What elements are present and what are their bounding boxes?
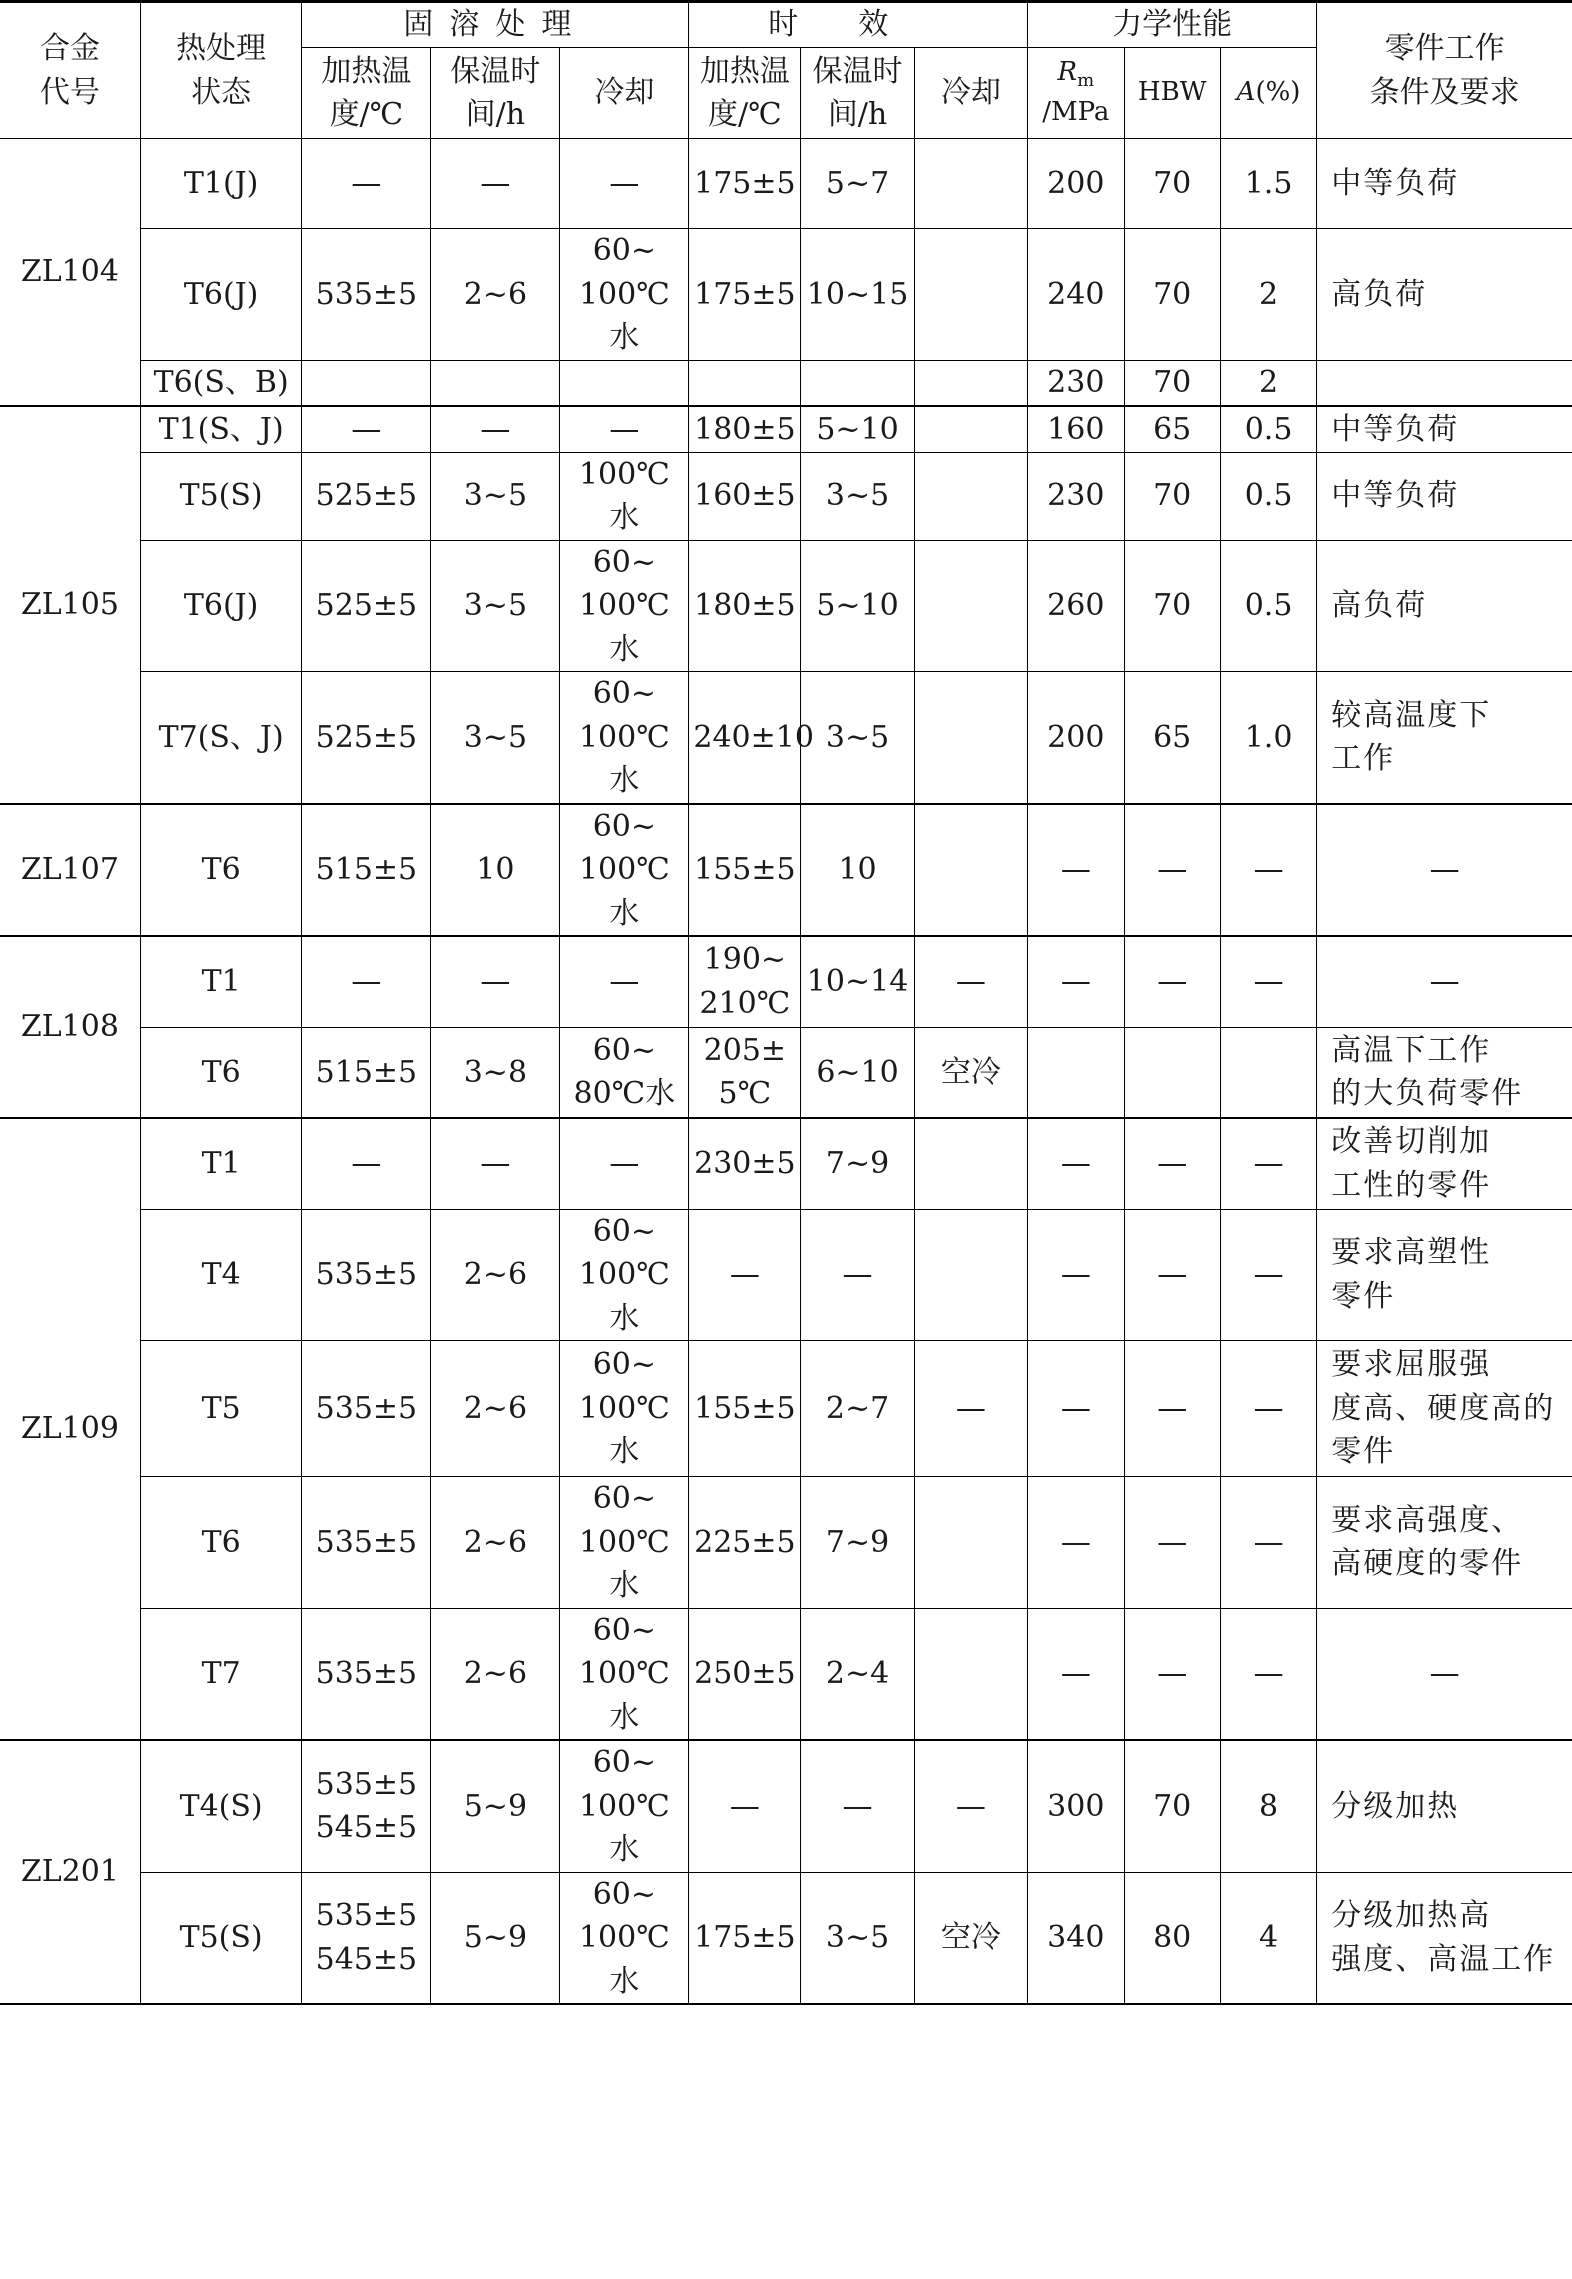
solution-cooling-cell-lines: 60~ 80℃水 — [573, 1032, 676, 1112]
hbw-cell: 70 — [1124, 452, 1220, 540]
solution-time-cell: 3~5 — [431, 540, 560, 672]
work-conditions-cell — [1317, 139, 1572, 229]
header-alloy-code — [0, 2, 140, 139]
solution-cooling-cell — [560, 540, 689, 672]
aging-temp-cell — [689, 804, 801, 937]
aging-cooling-cell — [914, 229, 1027, 361]
aging-time-cell — [801, 360, 914, 406]
work-conditions-cell-lines: 中等负荷 — [1331, 411, 1460, 447]
header-aging-time — [801, 48, 914, 139]
elongation-cell: 4 — [1220, 1872, 1316, 2004]
hbw-cell: 65 — [1124, 406, 1220, 452]
hbw-cell: 70 — [1124, 540, 1220, 672]
solution-temp-cell-lines: — — [351, 165, 382, 201]
state-cell: T7 — [140, 1608, 302, 1740]
hbw-cell: — — [1124, 804, 1220, 937]
solution-cooling-cell-lines: — — [609, 411, 640, 447]
solution-time-cell: — — [431, 1118, 560, 1209]
header-rm-unit: /MPa — [1042, 97, 1110, 128]
aging-temp-cell — [689, 1027, 801, 1118]
state-cell: T7(S、J) — [140, 672, 302, 804]
rm-cell: — — [1028, 1608, 1124, 1740]
aging-time-cell: — — [801, 1209, 914, 1341]
aging-temp-cell-lines: 160±5 — [694, 478, 796, 514]
aging-cooling-cell — [914, 804, 1027, 937]
work-conditions-cell — [1317, 1477, 1572, 1609]
header-solution-time-text: 保温时 间/h — [450, 53, 541, 132]
solution-temp-cell-lines: 515±5 — [315, 852, 418, 887]
aging-cooling-cell — [914, 452, 1027, 540]
rm-cell: 200 — [1028, 672, 1124, 804]
work-conditions-cell-lines: — — [1429, 1656, 1460, 1691]
work-conditions-cell-lines: 分级加热高 强度、高温工作 — [1331, 1898, 1556, 1977]
aging-temp-cell — [689, 1118, 801, 1209]
solution-cooling-cell — [560, 1872, 689, 2004]
table-row — [0, 1027, 1572, 1118]
work-conditions-cell — [1317, 360, 1572, 406]
solution-cooling-cell-lines: 60~ 100℃水 — [578, 1745, 670, 1867]
rm-cell: 240 — [1028, 229, 1124, 361]
solution-time-cell: 10 — [431, 804, 560, 937]
work-conditions-cell-lines: 高温下工作 的大负荷零件 — [1331, 1032, 1524, 1112]
aging-temp-cell — [689, 139, 801, 229]
solution-cooling-cell-lines: 100℃水 — [578, 456, 670, 535]
solution-cooling-cell — [560, 1608, 689, 1740]
table-row — [0, 1341, 1572, 1477]
solution-temp-cell-lines: 525±5 — [315, 719, 418, 755]
elongation-cell: — — [1220, 1118, 1316, 1209]
table-row — [0, 360, 1572, 406]
solution-temp-cell-lines: — — [351, 964, 382, 999]
rm-cell: 200 — [1028, 139, 1124, 229]
rm-cell: — — [1028, 804, 1124, 937]
elongation-cell: 2 — [1220, 229, 1316, 361]
solution-time-cell: 5~9 — [431, 1872, 560, 2004]
solution-cooling-cell-lines: 60~ 100℃水 — [578, 233, 670, 355]
aging-temp-cell-lines: — — [729, 1257, 760, 1292]
hbw-cell: 70 — [1124, 229, 1220, 361]
state-cell: T6(J) — [140, 229, 302, 361]
header-heat-state — [140, 2, 302, 139]
solution-cooling-cell-lines: 60~ 100℃水 — [578, 1876, 670, 1999]
rm-cell — [1028, 1027, 1124, 1118]
elongation-cell: — — [1220, 1608, 1316, 1740]
state-cell: T5 — [140, 1341, 302, 1477]
hbw-cell: — — [1124, 936, 1220, 1027]
aging-cooling-cell — [914, 360, 1027, 406]
hbw-cell: — — [1124, 1477, 1220, 1609]
hbw-cell: — — [1124, 1341, 1220, 1477]
aging-temp-cell-lines: 175±5 — [694, 1920, 796, 1955]
rm-cell: 160 — [1028, 406, 1124, 452]
work-conditions-cell — [1317, 1209, 1572, 1341]
solution-temp-cell — [302, 139, 431, 229]
aging-time-cell: 10 — [801, 804, 914, 937]
work-conditions-cell-lines: 要求屈服强 度高、硬度高的 零件 — [1331, 1347, 1556, 1470]
header-aging: 时效 — [689, 2, 1028, 48]
aging-temp-cell — [689, 1209, 801, 1341]
state-cell: T4(S) — [140, 1740, 302, 1872]
solution-temp-cell — [302, 452, 431, 540]
header-mechanical: 力学性能 — [1028, 2, 1317, 48]
aging-cooling-cell — [914, 1608, 1027, 1740]
solution-time-cell: 2~6 — [431, 1341, 560, 1477]
solution-cooling-cell-lines: — — [609, 964, 640, 999]
aging-cooling-cell — [914, 1118, 1027, 1209]
work-conditions-cell-lines: — — [1429, 852, 1460, 887]
aging-temp-cell-lines: 225±5 — [694, 1524, 796, 1560]
aging-temp-cell — [689, 1608, 801, 1740]
hbw-cell: — — [1124, 1118, 1220, 1209]
solution-cooling-cell-lines: 60~ 100℃水 — [578, 808, 670, 931]
solution-temp-cell-lines: — — [351, 411, 382, 447]
solution-cooling-cell — [560, 1209, 689, 1341]
rm-cell: — — [1028, 1477, 1124, 1609]
state-cell: T6(S、B) — [140, 360, 302, 406]
solution-temp-cell — [302, 1608, 431, 1740]
work-conditions-cell — [1317, 1740, 1572, 1872]
table-row — [0, 1872, 1572, 2004]
rm-cell: — — [1028, 1118, 1124, 1209]
solution-temp-cell-lines: 535±5 — [315, 1390, 418, 1426]
solution-cooling-cell — [560, 406, 689, 452]
aging-temp-cell — [689, 452, 801, 540]
elongation-cell: 2 — [1220, 360, 1316, 406]
aging-temp-cell — [689, 672, 814, 804]
rm-cell: 230 — [1028, 360, 1124, 406]
table-row — [0, 936, 1572, 1027]
solution-temp-cell — [302, 1209, 431, 1341]
solution-time-cell: 5~9 — [431, 1740, 560, 1872]
state-cell: T4 — [140, 1209, 302, 1341]
hbw-cell: 70 — [1124, 139, 1220, 229]
state-cell: T5(S) — [140, 1872, 302, 2004]
header-heat-state-text: 热处理 状态 — [176, 31, 267, 110]
solution-temp-cell-lines: 535±5 — [315, 276, 418, 312]
alloy-code-cell: ZL108 — [0, 936, 140, 1118]
elongation-cell: 0.5 — [1220, 406, 1316, 452]
aging-temp-cell — [689, 540, 801, 672]
elongation-cell: — — [1220, 1341, 1316, 1477]
solution-temp-cell-lines: 535±5 — [315, 1656, 418, 1691]
aging-temp-cell — [689, 1872, 801, 2004]
state-cell: T5(S) — [140, 452, 302, 540]
solution-temp-cell-lines: 525±5 — [315, 478, 418, 514]
elongation-cell: 1.0 — [1220, 672, 1316, 804]
work-conditions-cell — [1317, 1027, 1572, 1118]
header-solution-time — [431, 48, 560, 139]
solution-time-cell: 2~6 — [431, 1209, 560, 1341]
solution-time-cell: — — [431, 936, 560, 1027]
aging-time-cell: 2~7 — [801, 1341, 914, 1477]
aging-cooling-cell: — — [914, 1740, 1027, 1872]
solution-temp-cell — [302, 804, 431, 937]
solution-temp-cell — [302, 672, 431, 804]
solution-temp-cell — [302, 406, 431, 452]
solution-time-cell: 2~6 — [431, 229, 560, 361]
elongation-cell — [1220, 1027, 1316, 1118]
work-conditions-cell — [1317, 1341, 1572, 1477]
header-solution-temp-text: 加热温 度/℃ — [321, 53, 412, 132]
work-conditions-cell — [1317, 1118, 1572, 1209]
elongation-cell: 0.5 — [1220, 540, 1316, 672]
aging-time-cell: 3~5 — [801, 452, 914, 540]
aging-time-cell: 3~5 — [801, 1872, 914, 2004]
elongation-cell: — — [1220, 804, 1316, 937]
solution-cooling-cell-lines: 60~ 100℃水 — [578, 1481, 670, 1603]
work-conditions-cell — [1317, 229, 1572, 361]
work-conditions-cell-lines: 要求高强度、 高硬度的零件 — [1331, 1502, 1524, 1582]
solution-time-cell: 3~5 — [431, 452, 560, 540]
state-cell: T6 — [140, 1027, 302, 1118]
header-solution-temp — [302, 48, 431, 139]
aging-time-cell: 2~4 — [801, 1608, 914, 1740]
solution-cooling-cell-lines: 60~ 100℃水 — [578, 676, 670, 798]
aging-time-cell: 5~10 — [801, 406, 914, 452]
work-conditions-cell-lines: 要求高塑性 零件 — [1331, 1235, 1492, 1314]
solution-temp-cell — [302, 1027, 431, 1118]
aging-cooling-cell — [914, 1209, 1027, 1341]
aging-temp-cell-lines: — — [729, 1788, 760, 1824]
hbw-cell: 70 — [1124, 1740, 1220, 1872]
alloy-code-cell: ZL109 — [0, 1118, 140, 1740]
table-row — [0, 1608, 1572, 1740]
aging-temp-cell-lines: 240±10 — [693, 719, 814, 755]
rm-cell: 300 — [1028, 1740, 1124, 1872]
solution-temp-cell — [302, 540, 431, 672]
solution-cooling-cell — [560, 229, 689, 361]
aging-temp-cell-lines: 180±5 — [694, 588, 796, 623]
solution-cooling-cell — [560, 139, 689, 229]
rm-cell: — — [1028, 1209, 1124, 1341]
solution-temp-cell — [302, 229, 431, 361]
solution-cooling-cell — [560, 1341, 689, 1477]
solution-cooling-cell-lines: 60~ 100℃水 — [578, 1347, 670, 1470]
solution-cooling-cell — [560, 672, 689, 804]
solution-temp-cell-lines: 515±5 — [315, 1054, 418, 1090]
work-conditions-cell — [1317, 1872, 1572, 2004]
solution-time-cell: 3~5 — [431, 672, 560, 804]
solution-cooling-cell-lines: — — [609, 165, 640, 201]
aging-temp-cell-lines: 175±5 — [694, 276, 796, 312]
alloy-code-cell: ZL104 — [0, 139, 140, 407]
state-cell: T1 — [140, 936, 302, 1027]
hbw-cell: 70 — [1124, 360, 1220, 406]
table-body — [0, 139, 1572, 2005]
aging-temp-cell — [689, 1477, 801, 1609]
header-solution: 固溶处理 — [302, 2, 689, 48]
work-conditions-cell-lines: 高负荷 — [1331, 588, 1428, 623]
solution-cooling-cell — [560, 1027, 689, 1118]
hbw-cell: — — [1124, 1209, 1220, 1341]
solution-cooling-cell — [560, 1477, 689, 1609]
aging-temp-cell-lines: 155±5 — [694, 852, 796, 887]
aging-temp-cell — [689, 1341, 801, 1477]
solution-time-cell: — — [431, 406, 560, 452]
hbw-cell: 80 — [1124, 1872, 1220, 2004]
elongation-cell: 1.5 — [1220, 139, 1316, 229]
aging-time-cell: 3~5 — [801, 672, 914, 804]
table-row — [0, 452, 1572, 540]
solution-temp-cell — [302, 1872, 431, 2004]
aging-time-cell: — — [801, 1740, 914, 1872]
hbw-cell: 65 — [1124, 672, 1220, 804]
work-conditions-cell-lines: — — [1429, 964, 1460, 999]
table-row — [0, 1740, 1572, 1872]
header-aging-time-text: 保温时 间/h — [812, 53, 903, 132]
solution-cooling-cell-lines: 60~ 100℃水 — [578, 544, 670, 667]
header-aging-temp — [689, 48, 801, 139]
state-cell: T1(J) — [140, 139, 302, 229]
aging-temp-cell — [689, 406, 801, 452]
solution-temp-cell-lines: 525±5 — [315, 588, 418, 623]
work-conditions-cell-lines: 改善切削加 工性的零件 — [1331, 1124, 1492, 1203]
rm-cell: 260 — [1028, 540, 1124, 672]
alloy-code-cell: ZL107 — [0, 804, 140, 937]
aging-cooling-cell: — — [914, 936, 1027, 1027]
aging-time-cell: 5~10 — [801, 540, 914, 672]
elongation-cell: 0.5 — [1220, 452, 1316, 540]
work-conditions-cell-lines: 中等负荷 — [1331, 478, 1460, 514]
table-row — [0, 1477, 1572, 1609]
elongation-cell: — — [1220, 936, 1316, 1027]
work-conditions-cell — [1317, 406, 1572, 452]
elongation-cell: — — [1220, 1477, 1316, 1609]
work-conditions-cell-lines: 较高温度下 工作 — [1331, 697, 1492, 777]
aging-time-cell: 7~9 — [801, 1477, 914, 1609]
solution-temp-cell — [302, 360, 431, 406]
aging-temp-cell-lines: 205± 5℃ — [703, 1032, 787, 1112]
solution-time-cell — [431, 360, 560, 406]
aging-temp-cell-lines: 175±5 — [694, 165, 796, 201]
aging-temp-cell — [689, 1740, 801, 1872]
work-conditions-cell — [1317, 452, 1572, 540]
elongation-cell: — — [1220, 1209, 1316, 1341]
work-conditions-cell — [1317, 804, 1572, 937]
work-conditions-cell — [1317, 936, 1572, 1027]
solution-cooling-cell — [560, 936, 689, 1027]
aging-time-cell: 6~10 — [801, 1027, 914, 1118]
solution-cooling-cell — [560, 360, 689, 406]
aging-temp-cell-lines: 250±5 — [694, 1656, 796, 1691]
state-cell: T6 — [140, 804, 302, 937]
solution-cooling-cell — [560, 804, 689, 937]
aging-temp-cell — [689, 936, 801, 1027]
aging-cooling-cell: — — [914, 1341, 1027, 1477]
state-cell: T6 — [140, 1477, 302, 1609]
rm-cell: 340 — [1028, 1872, 1124, 2004]
hbw-cell — [1124, 1027, 1220, 1118]
header-hbw: HBW — [1124, 48, 1220, 139]
alloy-code-cell: ZL201 — [0, 1740, 140, 2004]
solution-temp-cell-lines: — — [351, 1146, 382, 1181]
solution-cooling-cell — [560, 452, 689, 540]
table-row — [0, 672, 1572, 804]
solution-temp-cell-lines: 535±5 — [315, 1524, 418, 1560]
aging-time-cell: 10~15 — [801, 229, 914, 361]
elongation-cell: 8 — [1220, 1740, 1316, 1872]
rm-cell: 230 — [1028, 452, 1124, 540]
solution-temp-cell — [302, 1118, 431, 1209]
table-row — [0, 1118, 1572, 1209]
solution-cooling-cell — [560, 1740, 689, 1872]
aging-temp-cell-lines: 180±5 — [694, 411, 796, 447]
solution-temp-cell-lines: 535±5 — [315, 1257, 418, 1292]
work-conditions-cell-lines: 高负荷 — [1331, 276, 1428, 312]
aging-cooling-cell: 空冷 — [914, 1027, 1027, 1118]
solution-cooling-cell-lines: 60~ 100℃水 — [578, 1213, 670, 1336]
aging-cooling-cell — [914, 540, 1027, 672]
aging-temp-cell-lines: 190~ 210℃ — [699, 942, 791, 1021]
aging-temp-cell-lines: 230±5 — [694, 1146, 796, 1181]
aging-temp-cell — [689, 229, 801, 361]
work-conditions-cell-lines: 分级加热 — [1331, 1788, 1460, 1824]
state-cell: T1(S、J) — [140, 406, 302, 452]
table-row — [0, 540, 1572, 672]
solution-cooling-cell-lines: 60~ 100℃水 — [578, 1612, 670, 1735]
header-aging-temp-text: 加热温 度/℃ — [699, 53, 790, 132]
aging-cooling-cell — [914, 1477, 1027, 1609]
rm-cell: — — [1028, 936, 1124, 1027]
work-conditions-cell — [1317, 1608, 1572, 1740]
aging-time-cell: 10~14 — [801, 936, 914, 1027]
work-conditions-cell — [1317, 672, 1572, 804]
aging-cooling-cell — [914, 406, 1027, 452]
table-row — [0, 139, 1572, 229]
solution-time-cell: 2~6 — [431, 1477, 560, 1609]
header-rm — [1028, 48, 1124, 139]
table-row — [0, 804, 1572, 937]
solution-time-cell: 3~8 — [431, 1027, 560, 1118]
solution-cooling-cell-lines: — — [609, 1146, 640, 1181]
aging-time-cell: 5~7 — [801, 139, 914, 229]
rm-cell: — — [1028, 1341, 1124, 1477]
state-cell: T6(J) — [140, 540, 302, 672]
solution-temp-cell — [302, 1740, 431, 1872]
table-row — [0, 229, 1572, 361]
work-conditions-cell — [1317, 540, 1572, 672]
alloy-code-cell: ZL105 — [0, 406, 140, 804]
solution-time-cell: 2~6 — [431, 1608, 560, 1740]
aging-temp-cell-lines: 155±5 — [694, 1390, 796, 1426]
solution-temp-cell — [302, 1477, 431, 1609]
hbw-cell: — — [1124, 1608, 1220, 1740]
solution-temp-cell-lines: 535±5 545±5 — [315, 1898, 418, 1977]
state-cell: T1 — [140, 1118, 302, 1209]
solution-temp-cell-lines: 535±5 545±5 — [315, 1766, 418, 1846]
header-work-conditions-text: 零件工作 条件及要求 — [1369, 31, 1520, 110]
header-aging-cooling: 冷却 — [914, 48, 1027, 139]
header-alloy-code-text: 合金 代号 — [39, 31, 100, 110]
aging-time-cell: 7~9 — [801, 1118, 914, 1209]
work-conditions-cell-lines: 中等负荷 — [1331, 165, 1460, 201]
header-elongation: A(%) — [1220, 48, 1316, 139]
solution-time-cell: — — [431, 139, 560, 229]
solution-cooling-cell — [560, 1118, 689, 1209]
table-row — [0, 406, 1572, 452]
aging-temp-cell — [689, 360, 801, 406]
aging-cooling-cell — [914, 672, 1027, 804]
header-solution-cooling: 冷却 — [560, 48, 689, 139]
header-work-conditions — [1317, 2, 1572, 139]
header-rm-symbol: $R_m$ — [1057, 57, 1095, 92]
solution-temp-cell — [302, 1341, 431, 1477]
table-row — [0, 1209, 1572, 1341]
aging-cooling-cell — [914, 139, 1027, 229]
solution-temp-cell — [302, 936, 431, 1027]
aging-cooling-cell: 空冷 — [914, 1872, 1027, 2004]
